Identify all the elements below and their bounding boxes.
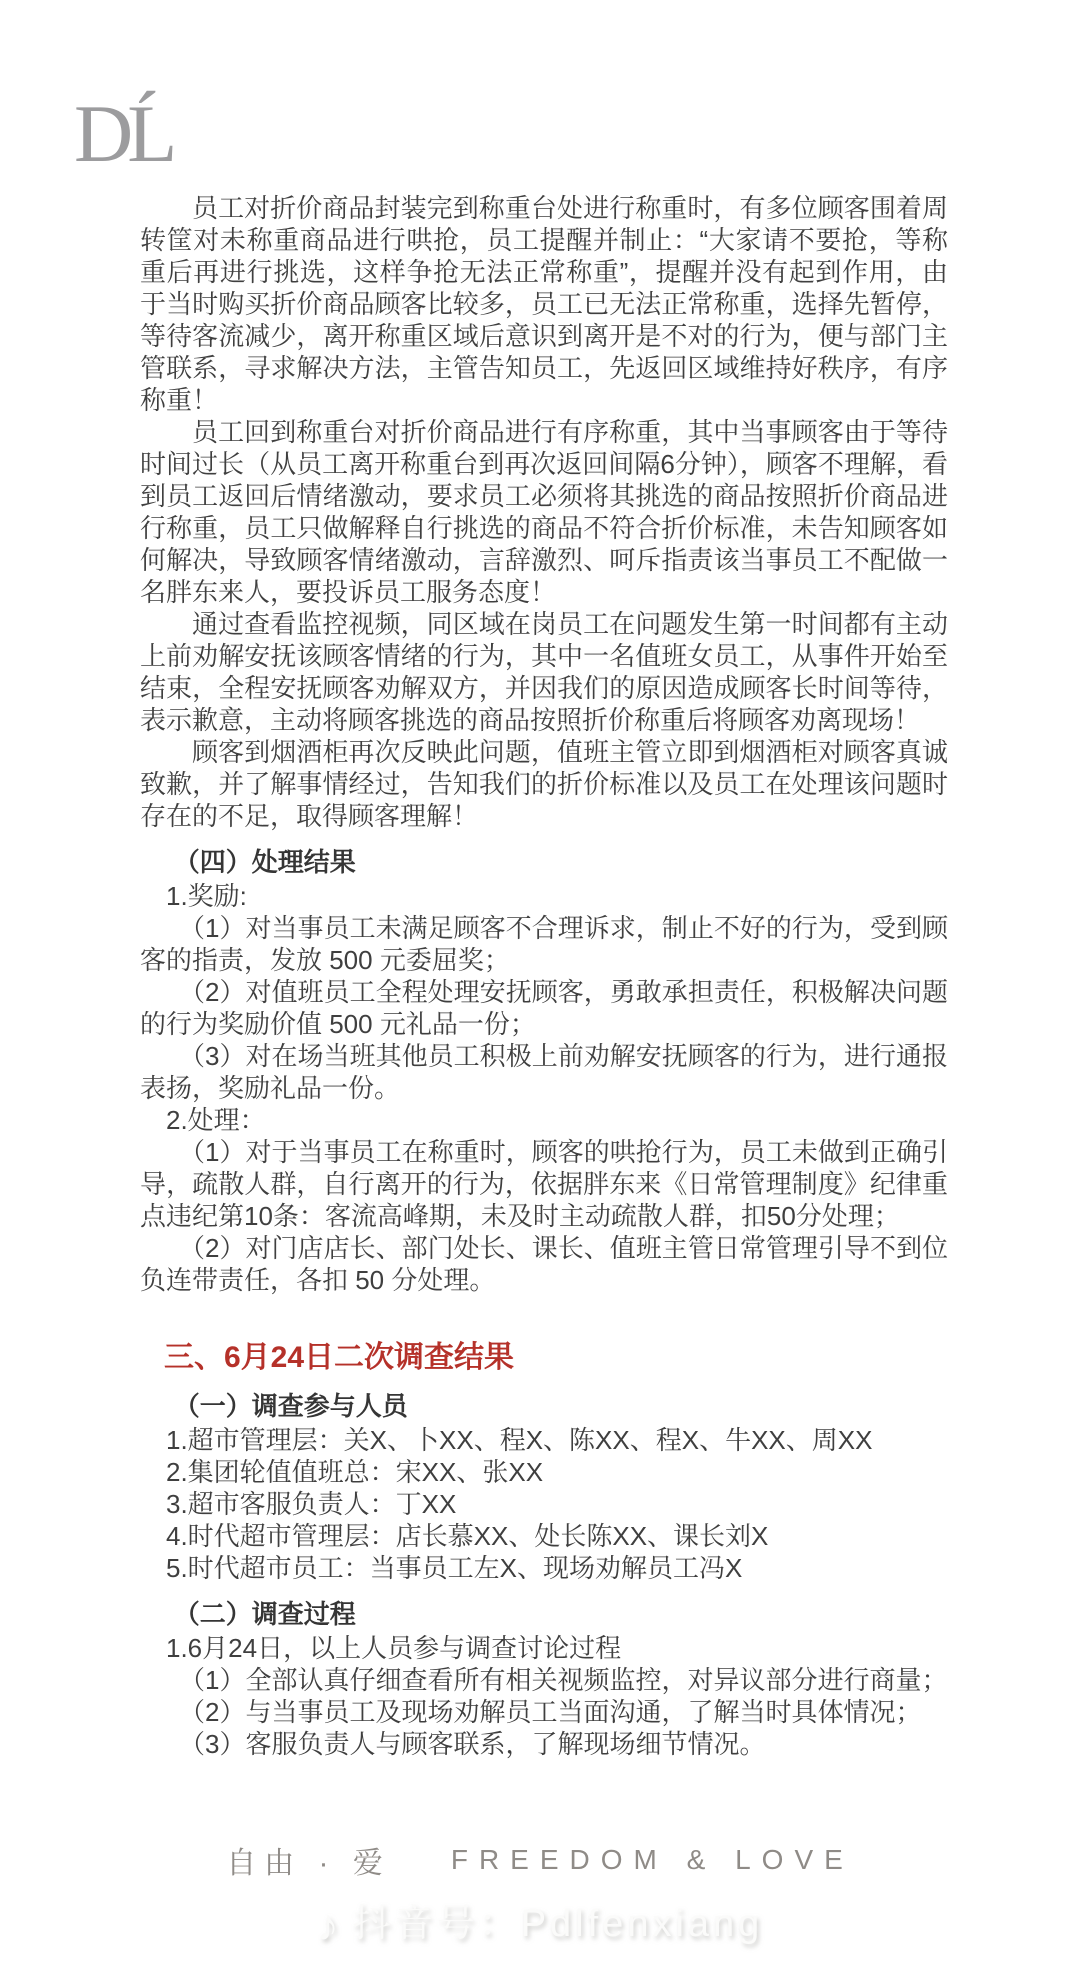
line-process-intro: 1.6月24日，以上人员参与调查讨论过程	[166, 1633, 622, 1663]
list-item-process-3: （3）客服负责人与顾客联系，了解现场细节情况。	[179, 1729, 766, 1759]
list-item-participants-3: 3.超市客服负责人：丁XX	[166, 1489, 457, 1519]
paragraph-apology: 顾客到烟酒柜再次反映此问题，值班主管立即到烟酒柜对顾客真诚致歉，并了解事情经过，告知我们的折价标准以及员工在处理该问题时存在的不足，取得顾客理解！	[140, 737, 948, 831]
dl-logo: DĹ	[74, 88, 172, 179]
douyin-icon: ♪	[316, 1901, 343, 1950]
douyin-watermark-text: 抖音号：Pdlfenxiang	[352, 1903, 764, 1945]
paragraph-customer-dispute: 员工回到称重台对折价商品进行有序称重，其中当事顾客由于等待时间过长（从员工离开称重台到再次返回间隔6分钟），顾客不理解，看到员工返回后情绪激动，要求员工必须将其挑选的商品按照折价商品进行称重，员工只做解释自行挑选的商品不符合折价标准，未告知顾客如何解决，导致顾客情绪激动，言辞激烈、呵斥指责该当事员工不配做一名胖东来人，要投诉员工服务态度！	[140, 417, 948, 607]
douyin-watermark	[0, 1892, 1080, 1951]
heading-second-investigation: 三、6月24日二次调查结果	[164, 1341, 515, 1374]
list-item-penalty-1: （1）对于当事员工在称重时，顾客的哄抢行为，员工未做到正确引导，疏散人群，自行离开的行为，依据胖东来《日常管理制度》纪律重点违纪第10条：客流高峰期，未及时主动疏散人群，扣50分处理；	[140, 1137, 948, 1231]
list-item-reward-3: （3）对在场当班其他员工积极上前劝解安抚顾客的行为，进行通报表扬，奖励礼品一份。	[140, 1041, 948, 1103]
list-item-reward-1: （1）对当事员工未满足顾客不合理诉求，制止不好的行为，受到顾客的指责，发放 500 元委屈奖；	[140, 913, 948, 975]
list-item-reward-2: （2）对值班员工全程处理安抚顾客，勇敢承担责任，积极解决问题的行为奖励价值 500 元礼品一份；	[140, 977, 948, 1039]
list-item-participants-4: 4.时代超市管理层：店长慕XX、处长陈XX、课长刘X	[166, 1521, 769, 1551]
footer-slogan-cn: 自由 · 爱	[226, 1847, 391, 1880]
list-item-participants-2: 2.集团轮值值班总：宋XX、张XX	[166, 1457, 544, 1487]
document-body	[140, 192, 948, 1760]
list-item-participants-1: 1.超市管理层：关X、卜XX、程X、陈XX、程X、牛XX、周XX	[166, 1425, 873, 1455]
paragraph-surveillance-review: 通过查看监控视频，同区域在岗员工在问题发生第一时间都有主动上前劝解安抚该顾客情绪的行为，其中一名值班女员工，从事件开始至结束，全程安抚顾客劝解双方，并因我们的原因造成顾客长时间等待，表示歉意，主动将顾客挑选的商品按照折价称重后将顾客劝离现场！	[140, 609, 948, 735]
line-penalty-label: 2.处理：	[166, 1105, 266, 1135]
footer-slogan-en: FREEDOM & LOVE	[450, 1844, 854, 1875]
list-item-participants-5: 5.时代超市员工：当事员工左X、现场劝解员工冯X	[166, 1553, 743, 1583]
footer-slogan	[0, 1838, 1080, 1882]
list-item-penalty-2: （2）对门店店长、部门处长、课长、值班主管日常管理引导不到位负连带责任，各扣 50 分处理。	[140, 1233, 948, 1295]
paragraph-weighing-incident: 员工对折价商品封装完到称重台处进行称重时，有多位顾客围着周转筐对未称重商品进行哄抢，员工提醒并制止：“大家请不要抢，等称重后再进行挑选，这样争抢无法正常称重”，提醒并没有起到作用，由于当时购买折价商品顾客比较多，员工已无法正常称重，选择先暂停，等待客流减少，离开称重区域后意识到离开是不对的行为，便与部门主管联系，寻求解决方法，主管告知员工，先返回区域维持好秩序，有序称重！	[140, 193, 948, 415]
list-item-process-2: （2）与当事员工及现场劝解员工当面沟通，了解当时具体情况；	[179, 1697, 922, 1727]
heading-process: （二）调查过程	[173, 1599, 356, 1629]
list-item-process-1: （1）全部认真仔细查看所有相关视频监控，对异议部分进行商量；	[179, 1665, 948, 1695]
line-reward-label: 1.奖励:	[166, 881, 247, 911]
heading-participants: （一）调查参与人员	[173, 1391, 408, 1421]
heading-handling-results: （四）处理结果	[173, 847, 356, 877]
